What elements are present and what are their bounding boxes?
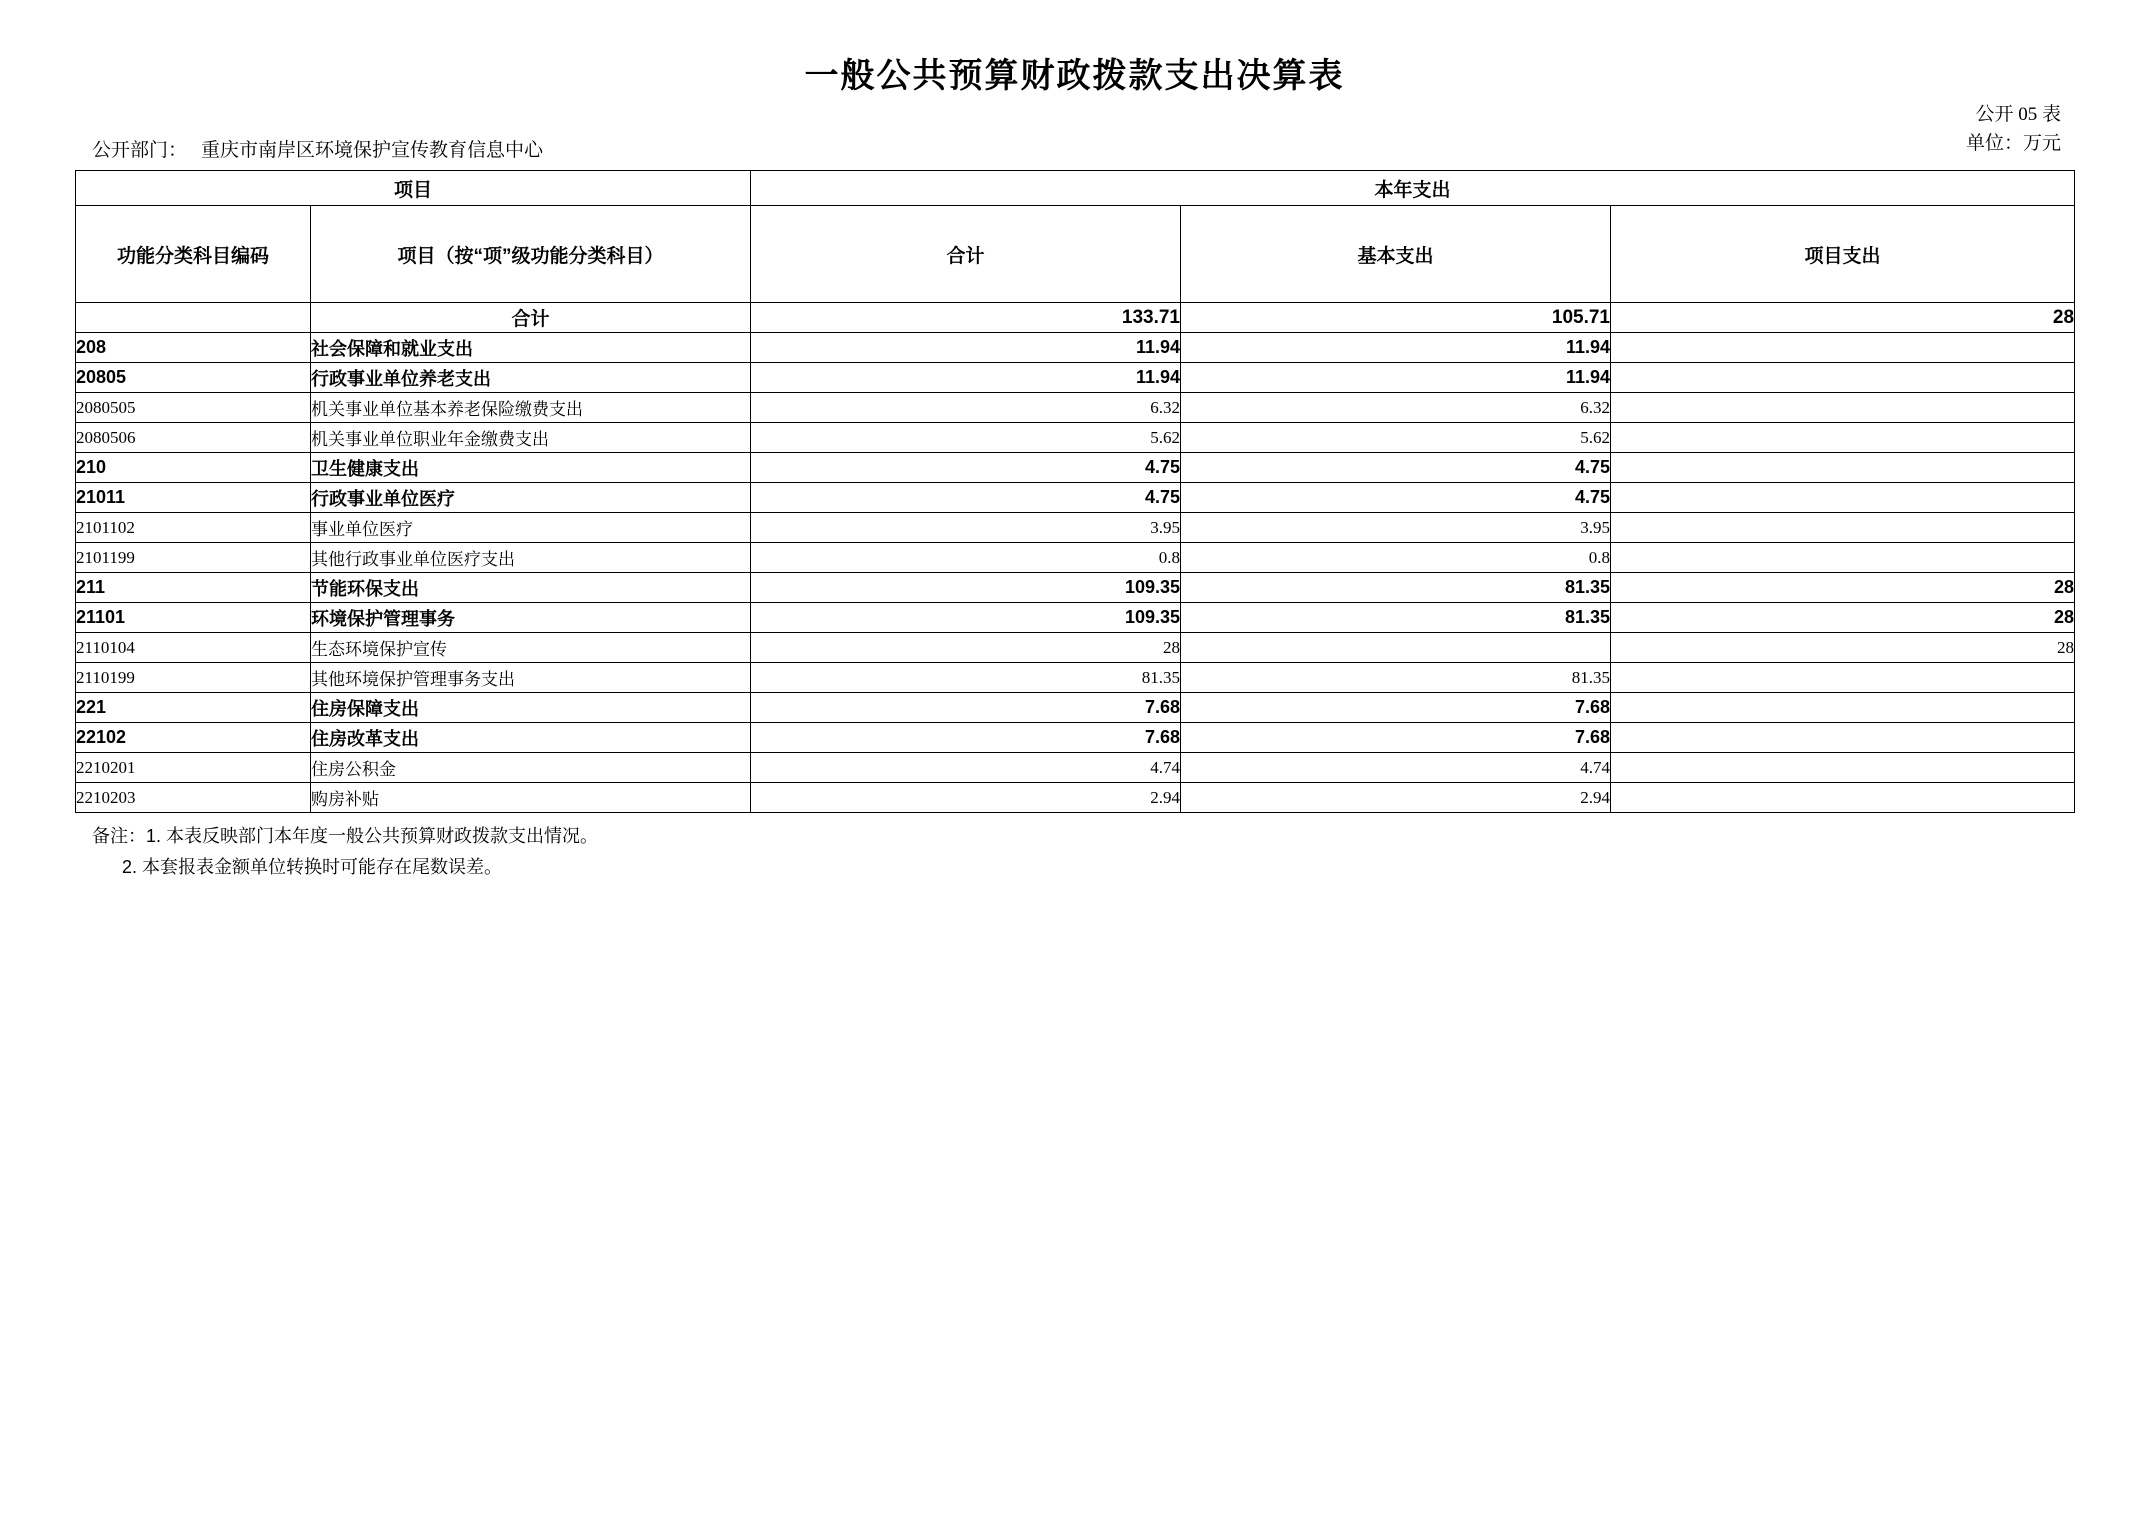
table-row	[76, 393, 2075, 423]
table-notes	[92, 821, 598, 882]
table-row	[76, 573, 2075, 603]
cell-project	[1611, 363, 2075, 393]
cell-basic: 2.94	[1181, 783, 1611, 813]
cell-basic: 7.68	[1181, 723, 1611, 753]
cell-code: 2210203	[76, 783, 311, 813]
cell-code: 2210201	[76, 753, 311, 783]
cell-code: 2080505	[76, 393, 311, 423]
cell-code	[76, 303, 311, 333]
table-row	[76, 603, 2075, 633]
table-row	[76, 723, 2075, 753]
cell-project	[1611, 753, 2075, 783]
cell-name: 机关事业单位基本养老保险缴费支出	[311, 393, 751, 423]
cell-total: 4.74	[751, 753, 1181, 783]
cell-total: 28	[751, 633, 1181, 663]
cell-total: 2.94	[751, 783, 1181, 813]
cell-code: 21011	[76, 483, 311, 513]
cell-name: 环境保护管理事务	[311, 603, 751, 633]
cell-name: 其他环境保护管理事务支出	[311, 663, 751, 693]
cell-project: 28	[1611, 633, 2075, 663]
table-row	[76, 783, 2075, 813]
header-group-year-expense: 本年支出	[751, 171, 2075, 206]
cell-basic: 0.8	[1181, 543, 1611, 573]
cell-basic: 3.95	[1181, 513, 1611, 543]
cell-code: 2101199	[76, 543, 311, 573]
cell-project: 28	[1611, 603, 2075, 633]
cell-name: 行政事业单位养老支出	[311, 363, 751, 393]
cell-project	[1611, 453, 2075, 483]
cell-project	[1611, 423, 2075, 453]
cell-code: 2110104	[76, 633, 311, 663]
cell-project	[1611, 333, 2075, 363]
cell-basic: 81.35	[1181, 603, 1611, 633]
cell-name: 合计	[311, 303, 751, 333]
table-row	[76, 693, 2075, 723]
cell-total: 11.94	[751, 363, 1181, 393]
unit-label: 单位：万元	[1965, 133, 2061, 155]
form-number: 公开 05 表	[1975, 104, 2061, 125]
cell-code: 22102	[76, 723, 311, 753]
header-col-basic: 基本支出	[1181, 206, 1611, 303]
note-line-2: 2. 本套报表金额单位转换时可能存在尾数误差。	[122, 856, 503, 877]
table-row	[76, 663, 2075, 693]
page-title: 一般公共预算财政拨款支出决算表	[804, 57, 1345, 95]
cell-code: 20805	[76, 363, 311, 393]
cell-total: 133.71	[751, 303, 1181, 333]
cell-basic: 6.32	[1181, 393, 1611, 423]
cell-basic	[1181, 633, 1611, 663]
cell-name: 生态环境保护宣传	[311, 633, 751, 663]
cell-basic: 5.62	[1181, 423, 1611, 453]
budget-table	[75, 170, 2075, 813]
header-col-name: 项目（按“项”级功能分类科目）	[311, 206, 751, 303]
cell-project	[1611, 483, 2075, 513]
cell-total: 0.8	[751, 543, 1181, 573]
table-header-row	[76, 206, 2075, 303]
header-col-code: 功能分类科目编码	[76, 206, 311, 303]
cell-name: 住房保障支出	[311, 693, 751, 723]
cell-total: 5.62	[751, 423, 1181, 453]
table-row	[76, 303, 2075, 333]
cell-name: 行政事业单位医疗	[311, 483, 751, 513]
cell-project	[1611, 783, 2075, 813]
document-meta-right	[1966, 100, 2061, 159]
table-row	[76, 333, 2075, 363]
cell-basic: 11.94	[1181, 333, 1611, 363]
table-row	[76, 633, 2075, 663]
cell-name: 住房改革支出	[311, 723, 751, 753]
cell-name: 其他行政事业单位医疗支出	[311, 543, 751, 573]
table-row	[76, 453, 2075, 483]
header-col-total: 合计	[751, 206, 1181, 303]
department-value: 重庆市南岸区环境保护宣传教育信息中心	[201, 140, 544, 161]
cell-code: 2101102	[76, 513, 311, 543]
cell-code: 211	[76, 573, 311, 603]
cell-basic: 105.71	[1181, 303, 1611, 333]
cell-total: 109.35	[751, 603, 1181, 633]
department-label: 公开部门：	[92, 140, 188, 161]
cell-basic: 4.75	[1181, 483, 1611, 513]
cell-name: 社会保障和就业支出	[311, 333, 751, 363]
cell-project	[1611, 723, 2075, 753]
cell-total: 7.68	[751, 723, 1181, 753]
cell-basic: 81.35	[1181, 573, 1611, 603]
cell-code: 2080506	[76, 423, 311, 453]
cell-code: 2110199	[76, 663, 311, 693]
cell-project	[1611, 543, 2075, 573]
table-row	[76, 513, 2075, 543]
cell-basic: 4.75	[1181, 453, 1611, 483]
table-row	[76, 483, 2075, 513]
cell-total: 7.68	[751, 693, 1181, 723]
cell-name: 事业单位医疗	[311, 513, 751, 543]
cell-project	[1611, 693, 2075, 723]
cell-project: 28	[1611, 303, 2075, 333]
table-row	[76, 753, 2075, 783]
cell-total: 3.95	[751, 513, 1181, 543]
table-body	[76, 303, 2075, 813]
table-row	[76, 423, 2075, 453]
cell-total: 6.32	[751, 393, 1181, 423]
cell-code: 21101	[76, 603, 311, 633]
cell-total: 4.75	[751, 483, 1181, 513]
cell-basic: 7.68	[1181, 693, 1611, 723]
header-col-project: 项目支出	[1611, 206, 2075, 303]
cell-total: 81.35	[751, 663, 1181, 693]
header-group-item: 项目	[76, 171, 751, 206]
cell-total: 4.75	[751, 453, 1181, 483]
cell-basic: 4.74	[1181, 753, 1611, 783]
cell-total: 11.94	[751, 333, 1181, 363]
note-line-1: 备注：1. 本表反映部门本年度一般公共预算财政拨款支出情况。	[92, 826, 599, 846]
table-header-group-row	[76, 171, 2075, 206]
table-row	[76, 363, 2075, 393]
cell-code: 221	[76, 693, 311, 723]
cell-total: 109.35	[751, 573, 1181, 603]
cell-name: 卫生健康支出	[311, 453, 751, 483]
cell-name: 机关事业单位职业年金缴费支出	[311, 423, 751, 453]
table-row	[76, 543, 2075, 573]
cell-name: 节能环保支出	[311, 573, 751, 603]
cell-project	[1611, 513, 2075, 543]
department-line	[92, 135, 543, 162]
cell-code: 208	[76, 333, 311, 363]
cell-basic: 11.94	[1181, 363, 1611, 393]
cell-project: 28	[1611, 573, 2075, 603]
cell-basic: 81.35	[1181, 663, 1611, 693]
cell-project	[1611, 663, 2075, 693]
cell-name: 住房公积金	[311, 753, 751, 783]
cell-code: 210	[76, 453, 311, 483]
cell-name: 购房补贴	[311, 783, 751, 813]
cell-project	[1611, 393, 2075, 423]
